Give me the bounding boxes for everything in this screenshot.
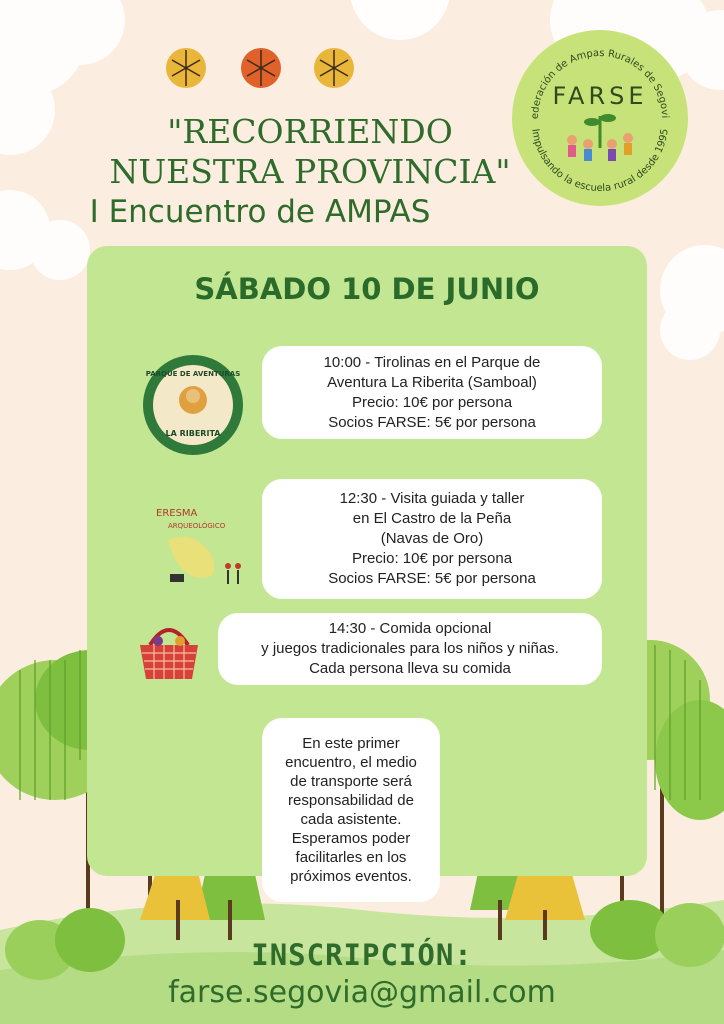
note-line: próximos eventos. xyxy=(290,868,412,885)
registration-label: INSCRIPCIÓN: xyxy=(251,938,473,972)
event-1-member-price: Socios FARSE: 5€ por persona xyxy=(328,413,536,431)
title-line-2: NUESTRA PROVINCIA" xyxy=(109,152,511,191)
page-title xyxy=(0,112,620,192)
decorative-leaf-icons xyxy=(166,48,354,88)
note-line: facilitarles en los xyxy=(295,849,407,866)
parque-logo-sub: LA RIBERITA xyxy=(165,429,221,438)
picnic-basket-icon xyxy=(132,615,206,685)
event-2-line: 12:30 - Visita guiada y taller xyxy=(339,490,525,507)
event-2-price: Precio: 10€ por persona xyxy=(351,550,513,567)
eresma-arqueologico-logo xyxy=(148,500,258,590)
note-line: encuentro, el medio xyxy=(285,754,417,771)
event-1-line: 10:00 - Tirolinas en el Parque de xyxy=(323,353,541,371)
event-3-line: Cada persona lleva su comida xyxy=(309,660,511,677)
note-line: cada asistente. xyxy=(300,811,402,828)
note-line: Esperamos poder xyxy=(291,830,411,847)
parque-aventuras-logo xyxy=(140,352,246,458)
note-line: de transporte será xyxy=(290,773,412,790)
event-1-price: Precio: 10€ por persona xyxy=(351,393,513,411)
eresma-logo-sub: ARQUEOLÓGICO xyxy=(168,522,226,530)
event-2-line: en El Castro de la Peña xyxy=(352,510,512,527)
eresma-logo-text: ERESMA xyxy=(156,508,198,519)
event-1-line: Aventura La Riberita (Samboal) xyxy=(327,373,537,391)
logo-name: FARSE xyxy=(552,82,648,110)
event-3-line: y juegos tradicionales para los niños y niñas. xyxy=(261,640,559,657)
transport-note xyxy=(262,718,440,902)
page-subtitle: I Encuentro de AMPAS xyxy=(89,194,431,230)
note-line: responsabilidad de xyxy=(288,792,414,809)
event-2-member-price: Socios FARSE: 5€ por persona xyxy=(328,570,536,587)
logo-arc-bottom: Impulsando la escuela rural desde 1995 xyxy=(529,128,671,195)
note-line: En este primer xyxy=(302,735,400,752)
event-card-1 xyxy=(262,346,602,439)
logo-arc-top: ederación de Ampas Rurales de Segovi xyxy=(529,47,671,120)
event-card-3 xyxy=(218,613,602,685)
parque-logo-text: PARQUE DE AVENTURAS xyxy=(145,370,241,378)
event-date: SÁBADO 10 DE JUNIO xyxy=(194,272,540,306)
event-2-line: (Navas de Oro) xyxy=(380,530,484,547)
title-line-1: "RECORRIENDO xyxy=(167,112,453,151)
registration-email[interactable]: farse.segovia@gmail.com xyxy=(168,975,556,1010)
event-3-line: 14:30 - Comida opcional xyxy=(328,620,492,637)
event-card-2 xyxy=(262,479,602,599)
